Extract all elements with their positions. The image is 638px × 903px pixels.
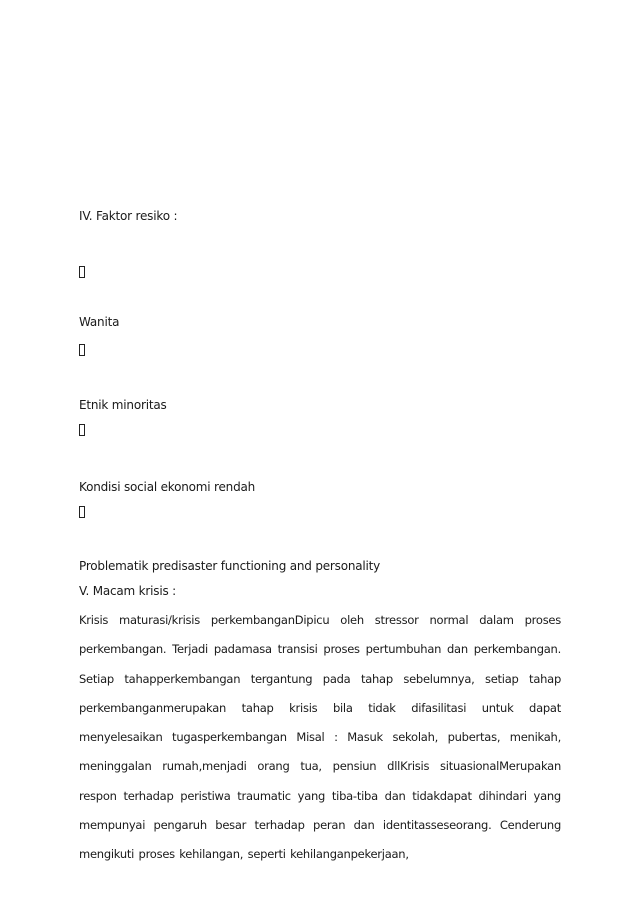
section-heading-macam-krisis: V. Macam krisis : xyxy=(79,584,176,598)
bullet-box-icon xyxy=(79,266,85,278)
bullet-box-icon xyxy=(79,344,85,356)
bullet-box-icon xyxy=(79,506,85,518)
paragraph-macam-krisis: Krisis maturasi/krisis perkembanganDipicu oleh stressor normal dalam proses perkembangan. Terjadi padamasa transisi proses pertumbuhan dan perkembangan. Setiap tahapperkembangan tergantung pada tahap sebelumnya, setiap tahap perkembanganmerupakan tahap krisis bila tidak difasilitasi untuk dapat menyelesaikan tugasperkembangan Misal : Masuk sekolah, pubertas, menikah, meninggalan rumah,menjadi orang tua, pensiun dllKrisis situasionalMerupakan respon terhadap peristiwa traumatic yang tiba-tiba dan tidakdapat dihindari yang mempunyai pengaruh besar terhadap peran dan identitasseseorang. Cenderung mengikuti proses kehilangan, seperti kehilanganpekerjaan, xyxy=(79,613,561,862)
list-item-kondisi-social: Kondisi social ekonomi rendah xyxy=(79,480,256,494)
list-item-wanita: Wanita xyxy=(79,315,120,329)
bullet-box-icon xyxy=(79,424,85,436)
section-heading-faktor-resiko: IV. Faktor resiko : xyxy=(79,209,178,223)
list-item-problematik: Problematik predisaster functioning and personality xyxy=(79,559,381,573)
list-item-etnik-minoritas: Etnik minoritas xyxy=(79,398,167,412)
